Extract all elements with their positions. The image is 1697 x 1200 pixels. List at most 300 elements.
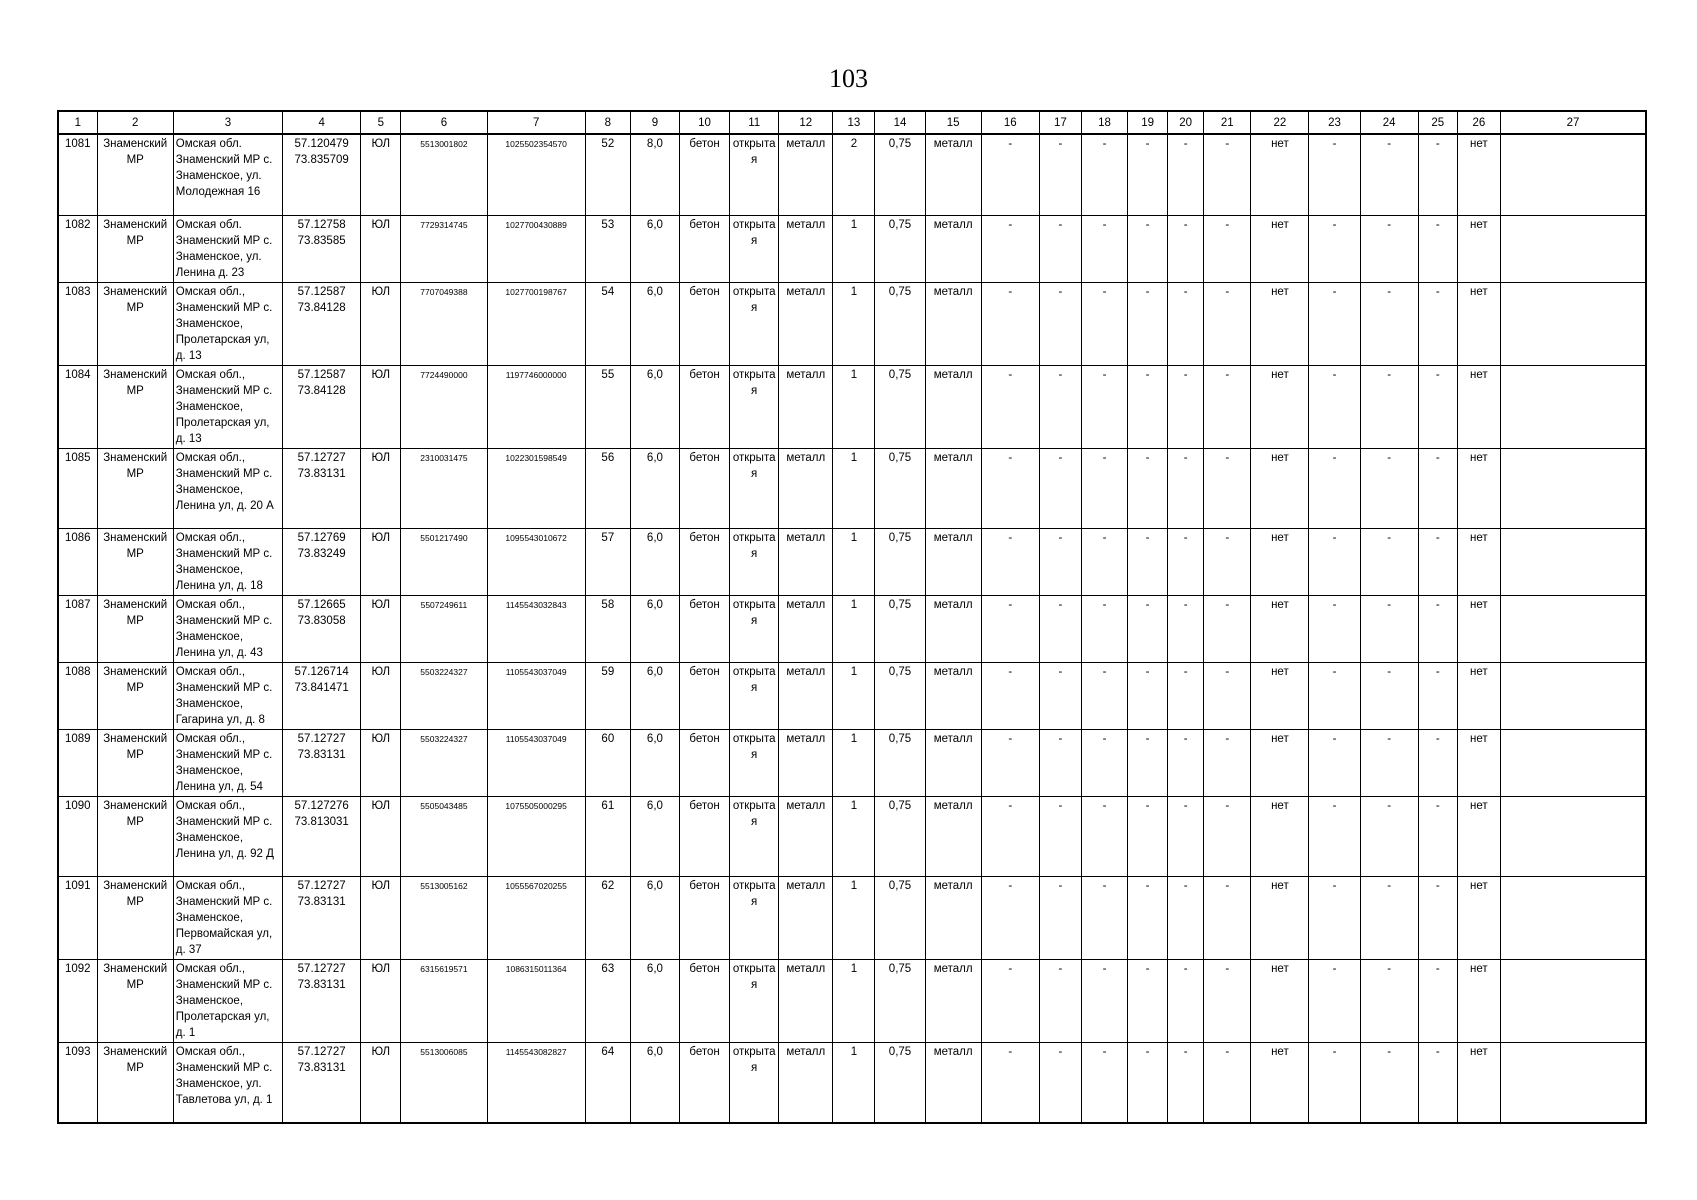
table-cell-c17: - <box>1039 134 1081 215</box>
table-cell-c22: нет <box>1251 528 1309 595</box>
table-cell-inn: 5503224327 <box>401 729 487 796</box>
column-header: 14 <box>875 111 925 134</box>
table-cell-coords: 57.12587 73.84128 <box>283 365 361 448</box>
table-cell-c22: нет <box>1251 876 1309 959</box>
table-cell-c26: нет <box>1457 215 1500 282</box>
table-cell-c23: - <box>1309 595 1360 662</box>
table-cell-c27 <box>1500 796 1646 876</box>
table-cell-c22: нет <box>1251 959 1309 1042</box>
table-cell-c26: нет <box>1457 448 1500 528</box>
table-cell-n: 1092 <box>58 959 97 1042</box>
table-cell-c10: бетон <box>679 595 729 662</box>
table-cell-c19: - <box>1128 215 1168 282</box>
table-cell-c14: 0,75 <box>875 528 925 595</box>
table-cell-c25: - <box>1418 595 1457 662</box>
table-cell-inn: 5505043485 <box>401 796 487 876</box>
table-cell-c20: - <box>1168 282 1204 365</box>
table-cell-c21: - <box>1204 528 1251 595</box>
table-cell-c26: нет <box>1457 282 1500 365</box>
table-cell-n: 1084 <box>58 365 97 448</box>
table-cell-c19: - <box>1128 365 1168 448</box>
table-cell-c13: 1 <box>833 729 875 796</box>
table-cell-n: 1086 <box>58 528 97 595</box>
table-cell-c9: 6,0 <box>630 528 679 595</box>
table-cell-c13: 1 <box>833 662 875 729</box>
table-cell-c21: - <box>1204 959 1251 1042</box>
table-cell-c19: - <box>1128 959 1168 1042</box>
table-cell-address: Омская обл., Знаменский МР с. Знаменское, Пролетарская ул, д. 13 <box>173 365 282 448</box>
table-cell-c11: открытая <box>730 134 779 215</box>
table-cell-district: Знаменский МР <box>97 729 173 796</box>
table-cell-c10: бетон <box>679 796 729 876</box>
table-cell-c8: 56 <box>585 448 630 528</box>
table-cell-c18: - <box>1081 595 1127 662</box>
table-cell-c15: металл <box>925 876 981 959</box>
table-cell-c27 <box>1500 662 1646 729</box>
table-cell-c25: - <box>1418 662 1457 729</box>
table-cell-c20: - <box>1168 448 1204 528</box>
table-cell-c9: 6,0 <box>630 282 679 365</box>
table-cell-c18: - <box>1081 528 1127 595</box>
table-cell-n: 1083 <box>58 282 97 365</box>
column-header: 17 <box>1039 111 1081 134</box>
table-cell-c21: - <box>1204 282 1251 365</box>
column-header: 21 <box>1204 111 1251 134</box>
table-cell-c25: - <box>1418 796 1457 876</box>
table-body <box>58 134 1646 1123</box>
table-cell-c27 <box>1500 365 1646 448</box>
table-cell-district: Знаменский МР <box>97 662 173 729</box>
table-cell-c24: - <box>1360 134 1418 215</box>
table-cell-c8: 55 <box>585 365 630 448</box>
table-cell-c15: металл <box>925 282 981 365</box>
table-cell-inn: 5501217490 <box>401 528 487 595</box>
table-cell-c26: нет <box>1457 662 1500 729</box>
table-cell-coords: 57.126714 73.841471 <box>283 662 361 729</box>
table-cell-c14: 0,75 <box>875 448 925 528</box>
table-cell-address: Омская обл., Знаменский МР с. Знаменское, Ленина ул, д. 18 <box>173 528 282 595</box>
registry-table <box>57 110 1647 1124</box>
table-cell-c26: нет <box>1457 1042 1500 1123</box>
table-cell-type: ЮЛ <box>361 528 401 595</box>
table-cell-c16: - <box>981 528 1039 595</box>
table-cell-inn: 6315619571 <box>401 959 487 1042</box>
table-cell-c18: - <box>1081 662 1127 729</box>
table-cell-c20: - <box>1168 876 1204 959</box>
table-cell-c17: - <box>1039 282 1081 365</box>
table-cell-c14: 0,75 <box>875 282 925 365</box>
table-cell-c16: - <box>981 876 1039 959</box>
table-cell-c16: - <box>981 662 1039 729</box>
table-cell-ogrn: 1086315011364 <box>487 959 585 1042</box>
table-cell-c16: - <box>981 215 1039 282</box>
table-cell-c9: 6,0 <box>630 365 679 448</box>
table-cell-c19: - <box>1128 876 1168 959</box>
table-cell-c19: - <box>1128 595 1168 662</box>
table-cell-ogrn: 1022301598549 <box>487 448 585 528</box>
table-cell-c25: - <box>1418 448 1457 528</box>
table-cell-address: Омская обл., Знаменский МР с. Знаменское, Ленина ул, д. 92 Д <box>173 796 282 876</box>
table-cell-c9: 6,0 <box>630 959 679 1042</box>
table-cell-c21: - <box>1204 796 1251 876</box>
table-cell-type: ЮЛ <box>361 282 401 365</box>
table-row <box>58 448 1646 528</box>
table-cell-inn: 5513005162 <box>401 876 487 959</box>
table-cell-c23: - <box>1309 134 1360 215</box>
table-cell-c27 <box>1500 134 1646 215</box>
column-header: 23 <box>1309 111 1360 134</box>
column-header: 8 <box>585 111 630 134</box>
table-cell-c23: - <box>1309 448 1360 528</box>
table-cell-c15: металл <box>925 365 981 448</box>
table-cell-type: ЮЛ <box>361 365 401 448</box>
table-cell-c8: 60 <box>585 729 630 796</box>
table-cell-c27 <box>1500 959 1646 1042</box>
table-cell-district: Знаменский МР <box>97 796 173 876</box>
table-cell-c11: открытая <box>730 796 779 876</box>
table-cell-c23: - <box>1309 876 1360 959</box>
table-row <box>58 876 1646 959</box>
table-cell-c19: - <box>1128 1042 1168 1123</box>
table-cell-type: ЮЛ <box>361 215 401 282</box>
table-cell-c17: - <box>1039 215 1081 282</box>
table-cell-ogrn: 1075505000295 <box>487 796 585 876</box>
table-cell-c12: металл <box>779 448 833 528</box>
table-row <box>58 215 1646 282</box>
table-cell-c18: - <box>1081 1042 1127 1123</box>
table-cell-c18: - <box>1081 282 1127 365</box>
table-cell-c18: - <box>1081 876 1127 959</box>
table-cell-c22: нет <box>1251 134 1309 215</box>
table-cell-c12: металл <box>779 876 833 959</box>
table-cell-c21: - <box>1204 876 1251 959</box>
table-cell-c21: - <box>1204 662 1251 729</box>
table-cell-c11: открытая <box>730 959 779 1042</box>
table-cell-c24: - <box>1360 282 1418 365</box>
table-cell-c15: металл <box>925 729 981 796</box>
table-cell-c18: - <box>1081 215 1127 282</box>
table-cell-c22: нет <box>1251 662 1309 729</box>
column-header: 12 <box>779 111 833 134</box>
table-cell-c21: - <box>1204 134 1251 215</box>
table-cell-c14: 0,75 <box>875 365 925 448</box>
table-cell-c26: нет <box>1457 528 1500 595</box>
table-cell-address: Омская обл., Знаменский МР с. Знаменское, Ленина ул, д. 54 <box>173 729 282 796</box>
table-cell-c23: - <box>1309 215 1360 282</box>
column-header: 7 <box>487 111 585 134</box>
table-cell-c24: - <box>1360 365 1418 448</box>
table-cell-c24: - <box>1360 528 1418 595</box>
table-cell-ogrn: 1055567020255 <box>487 876 585 959</box>
table-cell-coords: 57.12727 73.83131 <box>283 1042 361 1123</box>
table-cell-district: Знаменский МР <box>97 1042 173 1123</box>
table-cell-type: ЮЛ <box>361 134 401 215</box>
table-cell-n: 1089 <box>58 729 97 796</box>
table-cell-c25: - <box>1418 876 1457 959</box>
table-row <box>58 282 1646 365</box>
column-header: 15 <box>925 111 981 134</box>
table-cell-type: ЮЛ <box>361 595 401 662</box>
table-cell-c14: 0,75 <box>875 796 925 876</box>
table-cell-c22: нет <box>1251 796 1309 876</box>
table-cell-ogrn: 1095543010672 <box>487 528 585 595</box>
table-cell-c15: металл <box>925 528 981 595</box>
table-cell-c24: - <box>1360 215 1418 282</box>
table-cell-c9: 6,0 <box>630 729 679 796</box>
table-cell-district: Знаменский МР <box>97 595 173 662</box>
table-row <box>58 365 1646 448</box>
table-cell-c8: 64 <box>585 1042 630 1123</box>
table-cell-address: Омская обл., Знаменский МР с. Знаменское, ул. Тавлетова ул, д. 1 <box>173 1042 282 1123</box>
table-cell-coords: 57.12727 73.83131 <box>283 729 361 796</box>
table-row <box>58 134 1646 215</box>
table-cell-c18: - <box>1081 959 1127 1042</box>
column-header: 2 <box>97 111 173 134</box>
table-cell-c13: 1 <box>833 365 875 448</box>
table-cell-c27 <box>1500 448 1646 528</box>
column-header: 22 <box>1251 111 1309 134</box>
table-cell-ogrn: 1145543032843 <box>487 595 585 662</box>
table-cell-c10: бетон <box>679 876 729 959</box>
table-cell-c27 <box>1500 1042 1646 1123</box>
table-cell-c10: бетон <box>679 959 729 1042</box>
table-cell-c16: - <box>981 134 1039 215</box>
table-cell-c17: - <box>1039 528 1081 595</box>
table-cell-c19: - <box>1128 662 1168 729</box>
table-cell-c15: металл <box>925 662 981 729</box>
table-cell-c20: - <box>1168 729 1204 796</box>
column-header: 9 <box>630 111 679 134</box>
table-cell-district: Знаменский МР <box>97 448 173 528</box>
table-cell-inn: 7707049388 <box>401 282 487 365</box>
table-cell-n: 1090 <box>58 796 97 876</box>
table-cell-address: Омская обл. Знаменский МР с. Знаменское, ул. Ленина д. 23 <box>173 215 282 282</box>
column-header: 25 <box>1418 111 1457 134</box>
column-header: 18 <box>1081 111 1127 134</box>
table-cell-c8: 59 <box>585 662 630 729</box>
table-cell-c12: металл <box>779 959 833 1042</box>
table-cell-c23: - <box>1309 282 1360 365</box>
table-cell-c22: нет <box>1251 448 1309 528</box>
table-cell-c22: нет <box>1251 215 1309 282</box>
table-cell-c8: 62 <box>585 876 630 959</box>
table-cell-c23: - <box>1309 1042 1360 1123</box>
table-cell-c11: открытая <box>730 662 779 729</box>
table-cell-c12: металл <box>779 134 833 215</box>
table-cell-c10: бетон <box>679 282 729 365</box>
table-cell-c23: - <box>1309 662 1360 729</box>
table-cell-c16: - <box>981 959 1039 1042</box>
table-cell-c14: 0,75 <box>875 662 925 729</box>
table-cell-c25: - <box>1418 1042 1457 1123</box>
table-cell-c10: бетон <box>679 528 729 595</box>
table-cell-c12: металл <box>779 729 833 796</box>
table-cell-c24: - <box>1360 448 1418 528</box>
table-cell-c11: открытая <box>730 528 779 595</box>
table-cell-c12: металл <box>779 595 833 662</box>
table-cell-c18: - <box>1081 134 1127 215</box>
table-cell-c20: - <box>1168 595 1204 662</box>
table-cell-c16: - <box>981 595 1039 662</box>
table-cell-n: 1081 <box>58 134 97 215</box>
table-cell-c21: - <box>1204 215 1251 282</box>
table-cell-c16: - <box>981 365 1039 448</box>
table-cell-c20: - <box>1168 215 1204 282</box>
table-cell-address: Омская обл., Знаменский МР с. Знаменское, Пролетарская ул, д. 13 <box>173 282 282 365</box>
table-cell-ogrn: 1027700198767 <box>487 282 585 365</box>
table-cell-c14: 0,75 <box>875 959 925 1042</box>
table-cell-ogrn: 1197746000000 <box>487 365 585 448</box>
column-header: 4 <box>283 111 361 134</box>
table-cell-c27 <box>1500 215 1646 282</box>
table-cell-c17: - <box>1039 876 1081 959</box>
table-cell-c24: - <box>1360 1042 1418 1123</box>
table-cell-district: Знаменский МР <box>97 528 173 595</box>
table-cell-c8: 53 <box>585 215 630 282</box>
table-cell-c21: - <box>1204 595 1251 662</box>
table-cell-c11: открытая <box>730 365 779 448</box>
table-row <box>58 528 1646 595</box>
table-cell-ogrn: 1027700430889 <box>487 215 585 282</box>
table-cell-ogrn: 1105543037049 <box>487 662 585 729</box>
table-cell-c23: - <box>1309 528 1360 595</box>
table-cell-district: Знаменский МР <box>97 876 173 959</box>
table-cell-c19: - <box>1128 448 1168 528</box>
table-cell-address: Омская обл., Знаменский МР с. Знаменское, Гагарина ул, д. 8 <box>173 662 282 729</box>
table-cell-coords: 57.12769 73.83249 <box>283 528 361 595</box>
table-cell-address: Омская обл. Знаменский МР с. Знаменское, ул. Молодежная 16 <box>173 134 282 215</box>
table-cell-c11: открытая <box>730 1042 779 1123</box>
table-cell-c21: - <box>1204 1042 1251 1123</box>
table-cell-c27 <box>1500 595 1646 662</box>
table-cell-c15: металл <box>925 215 981 282</box>
table-cell-c9: 6,0 <box>630 1042 679 1123</box>
table-cell-c20: - <box>1168 1042 1204 1123</box>
table-cell-n: 1087 <box>58 595 97 662</box>
column-header: 11 <box>730 111 779 134</box>
table-cell-address: Омская обл., Знаменский МР с. Знаменское, Ленина ул, д. 43 <box>173 595 282 662</box>
table-cell-district: Знаменский МР <box>97 959 173 1042</box>
table-cell-c18: - <box>1081 796 1127 876</box>
table-cell-c25: - <box>1418 729 1457 796</box>
table-cell-c17: - <box>1039 595 1081 662</box>
table-cell-c9: 6,0 <box>630 876 679 959</box>
table-cell-c20: - <box>1168 528 1204 595</box>
table-cell-c13: 2 <box>833 134 875 215</box>
table-cell-inn: 5507249611 <box>401 595 487 662</box>
table-cell-type: ЮЛ <box>361 796 401 876</box>
table-cell-c24: - <box>1360 959 1418 1042</box>
table-cell-c17: - <box>1039 796 1081 876</box>
table-cell-type: ЮЛ <box>361 959 401 1042</box>
table-cell-inn: 5503224327 <box>401 662 487 729</box>
table-cell-c11: открытая <box>730 215 779 282</box>
table-cell-inn: 7729314745 <box>401 215 487 282</box>
table-cell-c11: открытая <box>730 595 779 662</box>
table-cell-type: ЮЛ <box>361 662 401 729</box>
table-cell-inn: 2310031475 <box>401 448 487 528</box>
table-cell-c26: нет <box>1457 365 1500 448</box>
table-cell-c26: нет <box>1457 134 1500 215</box>
table-cell-c19: - <box>1128 729 1168 796</box>
table-cell-coords: 57.127276 73.813031 <box>283 796 361 876</box>
table-cell-c14: 0,75 <box>875 876 925 959</box>
table-cell-c16: - <box>981 1042 1039 1123</box>
table-cell-address: Омская обл., Знаменский МР с. Знаменское, Пролетарская ул, д. 1 <box>173 959 282 1042</box>
table-cell-c12: металл <box>779 662 833 729</box>
column-header: 24 <box>1360 111 1418 134</box>
table-cell-c25: - <box>1418 528 1457 595</box>
table-cell-c13: 1 <box>833 528 875 595</box>
column-header: 13 <box>833 111 875 134</box>
table-cell-c13: 1 <box>833 796 875 876</box>
column-header: 3 <box>173 111 282 134</box>
table-cell-c18: - <box>1081 448 1127 528</box>
table-cell-c17: - <box>1039 1042 1081 1123</box>
table-cell-c13: 1 <box>833 595 875 662</box>
column-header: 26 <box>1457 111 1500 134</box>
table-cell-c19: - <box>1128 282 1168 365</box>
table-cell-c12: металл <box>779 365 833 448</box>
table-cell-c14: 0,75 <box>875 595 925 662</box>
table-cell-c9: 6,0 <box>630 595 679 662</box>
table-cell-c9: 8,0 <box>630 134 679 215</box>
column-header: 1 <box>58 111 97 134</box>
table-cell-c22: нет <box>1251 365 1309 448</box>
table-cell-c10: бетон <box>679 448 729 528</box>
table-cell-inn: 7724490000 <box>401 365 487 448</box>
table-cell-c9: 6,0 <box>630 215 679 282</box>
table-cell-c17: - <box>1039 729 1081 796</box>
table-cell-type: ЮЛ <box>361 729 401 796</box>
column-header: 27 <box>1500 111 1646 134</box>
table-cell-c8: 63 <box>585 959 630 1042</box>
table-cell-c10: бетон <box>679 729 729 796</box>
table-cell-c11: открытая <box>730 282 779 365</box>
table-row <box>58 796 1646 876</box>
table-cell-c20: - <box>1168 959 1204 1042</box>
table-cell-c13: 1 <box>833 876 875 959</box>
table-row <box>58 959 1646 1042</box>
table-cell-c12: металл <box>779 796 833 876</box>
table-cell-coords: 57.12587 73.84128 <box>283 282 361 365</box>
table-cell-c11: открытая <box>730 876 779 959</box>
table-cell-district: Знаменский МР <box>97 134 173 215</box>
column-header: 10 <box>679 111 729 134</box>
table-cell-c19: - <box>1128 134 1168 215</box>
table-cell-c15: металл <box>925 595 981 662</box>
table-cell-c8: 52 <box>585 134 630 215</box>
table-row <box>58 729 1646 796</box>
column-header: 16 <box>981 111 1039 134</box>
table-cell-c12: металл <box>779 215 833 282</box>
table-cell-c27 <box>1500 876 1646 959</box>
table-cell-c14: 0,75 <box>875 729 925 796</box>
table-cell-c11: открытая <box>730 729 779 796</box>
table-cell-c16: - <box>981 796 1039 876</box>
table-cell-c16: - <box>981 448 1039 528</box>
table-cell-c18: - <box>1081 729 1127 796</box>
table-cell-c14: 0,75 <box>875 215 925 282</box>
table-cell-c26: нет <box>1457 876 1500 959</box>
table-cell-address: Омская обл., Знаменский МР с. Знаменское, Первомайская ул, д. 37 <box>173 876 282 959</box>
table-cell-c10: бетон <box>679 215 729 282</box>
table-cell-c13: 1 <box>833 215 875 282</box>
table-cell-c20: - <box>1168 796 1204 876</box>
table-cell-c9: 6,0 <box>630 662 679 729</box>
table-cell-c15: металл <box>925 448 981 528</box>
table-cell-c25: - <box>1418 365 1457 448</box>
